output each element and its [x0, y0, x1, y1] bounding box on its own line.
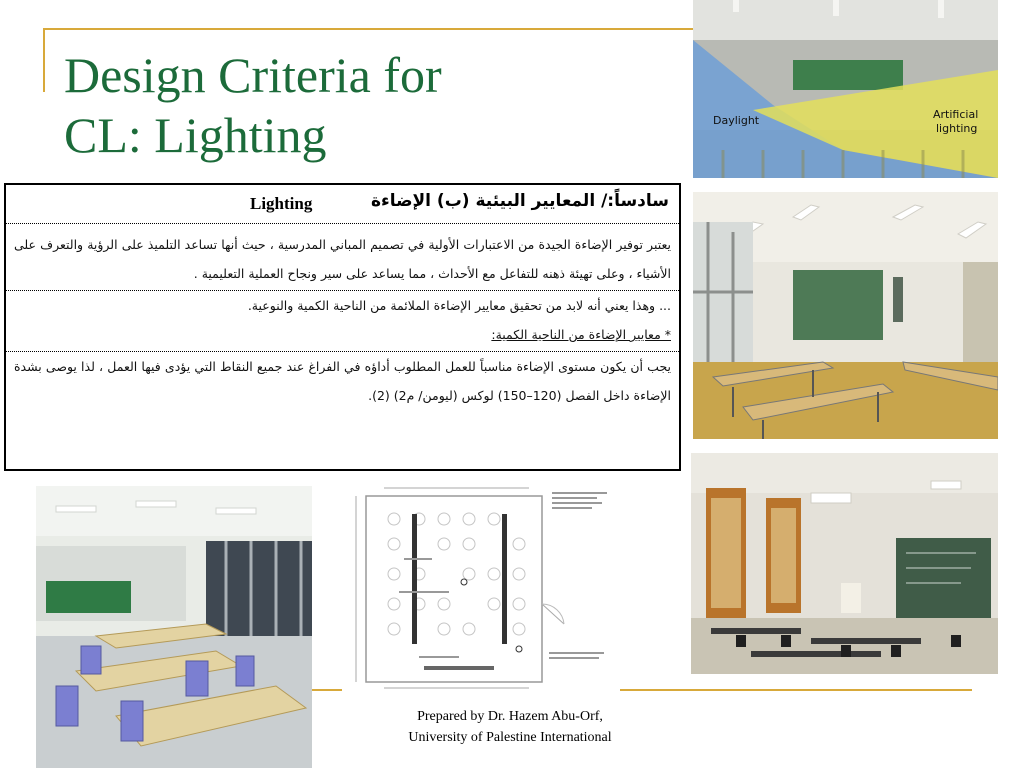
classroom-photo-green-board — [693, 192, 998, 439]
table-header-row — [6, 185, 679, 224]
paragraph-2: ... وهذا يعني أنه لابد من تحقيق معايير الإضاءة الملائمة من الناحية الكمية والنوعية. — [247, 298, 671, 313]
classroom-photo-chalkboard — [691, 453, 998, 674]
paragraph-3: يجب أن يكون مستوى الإضاءة مناسباً للعمل المطلوب أداؤه في الفراغ عند جميع النقاط التي يؤدى فيها العمل ، لذا يوصى بشدة الإضاءة داخل الفصل (120–150) لوكس (ليومن/ م2) (2). — [14, 359, 671, 403]
table-header-arabic: سادساً:/ المعايير البيئية (ب) الإضاءة — [370, 191, 669, 211]
slide-title-line1: Design Criteria for — [64, 47, 442, 103]
slide-title — [64, 45, 504, 165]
slide-title-line2: CL: Lighting — [64, 107, 327, 163]
lighting-criteria-table — [4, 183, 681, 471]
daylight-artificial-photo — [693, 0, 998, 178]
classroom-render-photo — [36, 486, 312, 768]
accent-line-vertical — [43, 28, 45, 92]
artificial-label-2: lighting — [936, 122, 978, 135]
credit-line2: University of Palestine International — [408, 730, 612, 745]
table-header-english: Lighting — [250, 194, 313, 213]
credit-line1: Prepared by Dr. Hazem Abu-Orf, — [417, 709, 603, 724]
author-credit — [360, 706, 660, 748]
accent-line-bottom-left — [312, 689, 342, 691]
artificial-label-1: Artificial — [933, 108, 979, 121]
lighting-floor-plan — [344, 484, 620, 694]
paragraph-1: يعتبر توفير الإضاءة الجيدة من الاعتبارات الأولية في تصميم المباني المدرسية ، حيث أنها تساعد التلميذ على الرؤية والتعرف على الأشياء ، وعلى تهيئة ذهنه للتفاعل مع الأحداث ، مما يساعد على سير ونجاح العملية التعليمية . — [14, 237, 671, 281]
accent-line-bottom-right — [620, 689, 972, 691]
daylight-label: Daylight — [713, 114, 760, 127]
subheading-quantitative: * معايير الإضاءة من الناحية الكمية: — [491, 327, 671, 342]
accent-line-top — [43, 28, 693, 30]
table-body — [6, 224, 679, 410]
